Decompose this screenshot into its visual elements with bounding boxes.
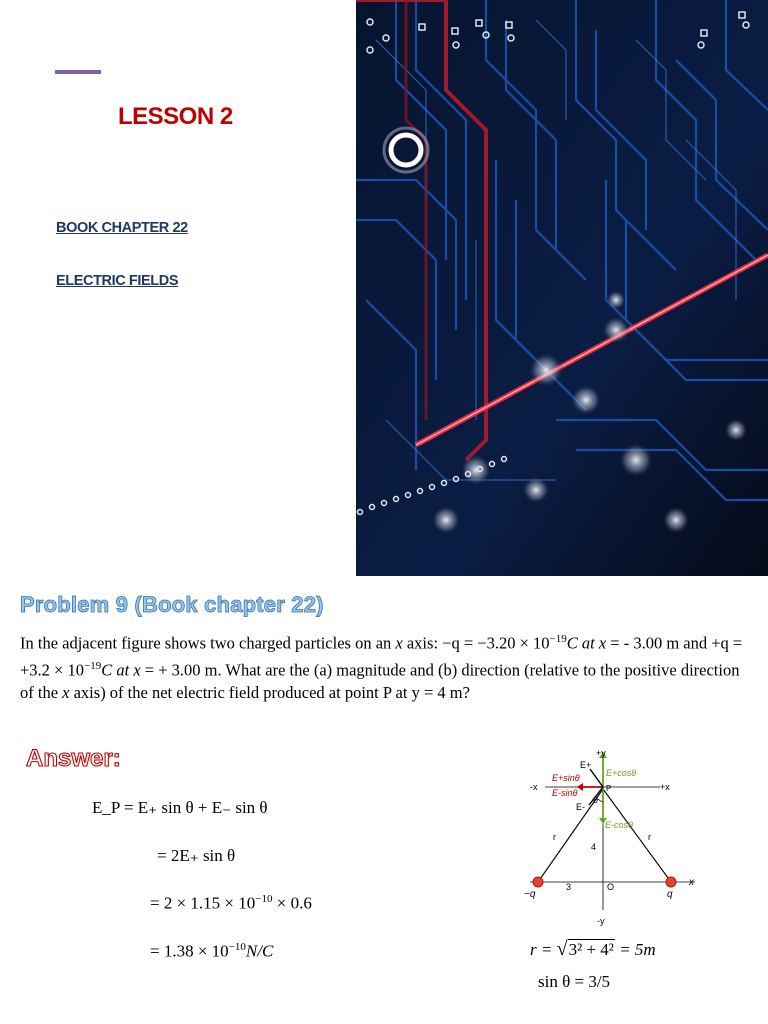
r-right-label: r bbox=[648, 832, 651, 842]
e-plus-sin-label: E+sinθ bbox=[552, 773, 580, 783]
r-equation: r = √3² + 4² = 5m bbox=[530, 938, 656, 960]
circuit-board-image bbox=[356, 0, 768, 576]
problem-title: Problem 9 (Book chapter 22) bbox=[20, 592, 324, 617]
p-label: P bbox=[606, 784, 612, 793]
plus-x-label: +x bbox=[660, 782, 670, 792]
lesson-title: LESSON 2 bbox=[118, 103, 233, 130]
positive-charge bbox=[666, 877, 676, 887]
r-left-label: r bbox=[553, 832, 556, 842]
distance-3-label: 3 bbox=[566, 882, 572, 892]
e-minus-cos-label: E-cosθ bbox=[605, 820, 633, 830]
x-axis-label: x bbox=[689, 877, 694, 888]
electric-fields-link[interactable]: ELECTRIC FIELDS bbox=[56, 273, 179, 289]
accent-bar bbox=[55, 70, 101, 74]
e-plus-arrow bbox=[590, 769, 603, 787]
equation-line-3: = $2 \times 1.15 \times 10^{-10} \times 0.6$ bbox=[150, 893, 312, 913]
problem-statement: In the adjacent figure shows two charged particles on an x axis: $-q = -3.20 \times 10^{-19}C$ at x = - 3.00 m and $+q = +3.2 \times 10^{-19}C$ at x = + 3.00 m. What are the (a) magnitude and (b) direction (relative to the positive direction of the x axis) of the net electric field produced at point P at y = 4 m? bbox=[20, 633, 743, 702]
right-r-line bbox=[603, 789, 671, 882]
answer-label: Answer: bbox=[26, 745, 121, 772]
charge-diagram bbox=[510, 742, 710, 932]
sin-equation: sin θ = 3/5 bbox=[538, 972, 611, 991]
minus-y-label: -y bbox=[597, 916, 605, 926]
distance-4-label: 4 bbox=[591, 842, 597, 852]
book-chapter-link[interactable]: BOOK CHAPTER 22 bbox=[56, 220, 188, 236]
equation-line-1: E_P = E₊ sin θ + E₋ sin θ bbox=[92, 798, 268, 817]
e-plus-label: E+ bbox=[580, 760, 592, 770]
theta-label: θ bbox=[593, 795, 599, 805]
plus-y-label: +y bbox=[596, 748, 606, 758]
minus-x-label: -x bbox=[530, 782, 538, 792]
pos-q-label: q bbox=[667, 889, 673, 900]
negative-charge bbox=[533, 877, 543, 887]
equation-line-4: = $1.38 \times 10^{-10}N/C$ bbox=[150, 941, 274, 961]
e-plus-cos-label: E+cosθ bbox=[606, 768, 637, 778]
e-minus-sin-label: E-sinθ bbox=[552, 788, 578, 798]
origin-label: O bbox=[607, 882, 615, 892]
equation-line-2: = 2E₊ sin θ bbox=[157, 846, 236, 865]
neg-q-label: −q bbox=[524, 889, 536, 900]
e-minus-label: E- bbox=[576, 802, 585, 812]
